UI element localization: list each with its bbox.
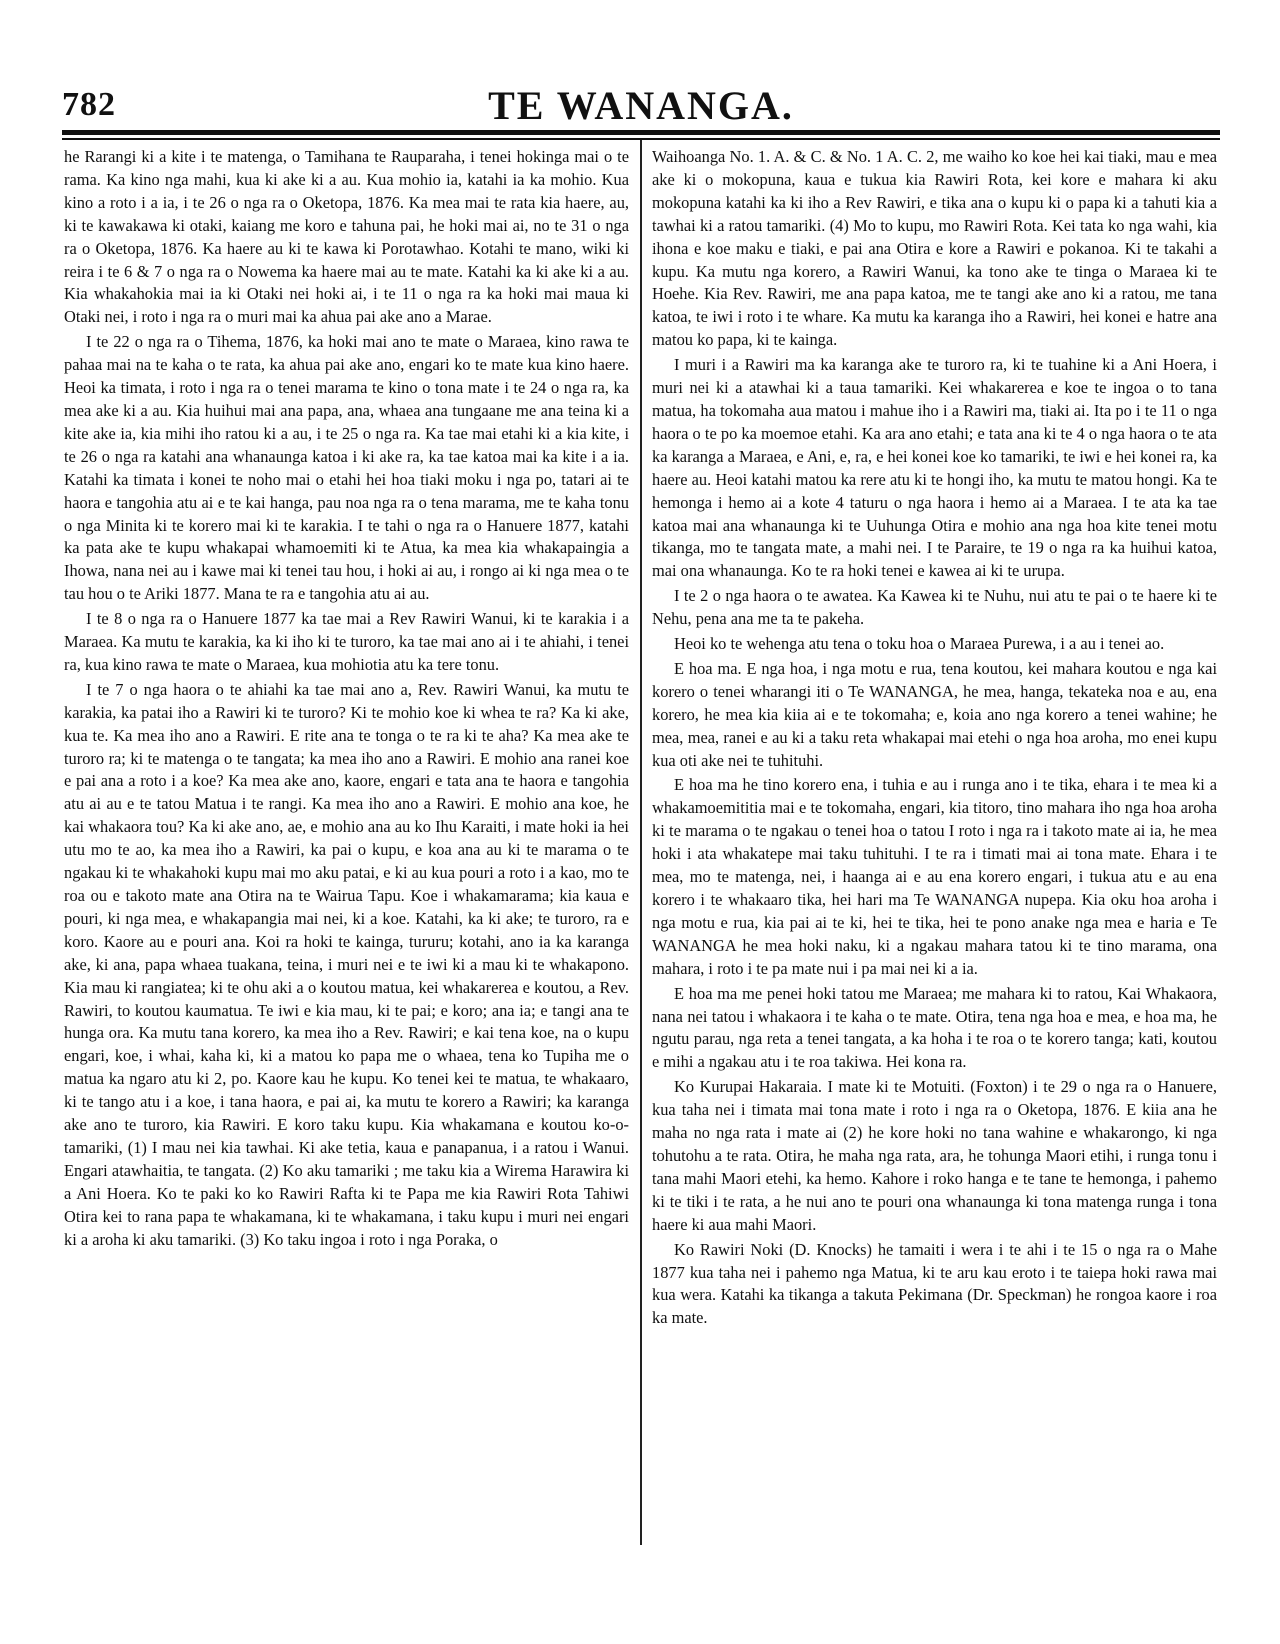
page-number: 782	[62, 86, 116, 123]
paragraph: I muri i a Rawiri ma ka karanga ake te turoro ra, ki te tuahine ki a Ani Hoera, i muri nei ki a atawhai ki a taua tamariki. Kei whakarerea e koe te ingoa o to tana matua, ha tokomaha aua matou i mahue iho i a Rawiri ma, tiaki ai. Ita po i te 11 o nga haora o te po ka moemoe etahi. Ka ara ano etahi; e tata ana ki te 4 o nga haora o te ata ka karanga a Maraea, e Ani, e, ra, e hei konei koe ko tamariki, te iwi e hei konei ra, ka haere au. Heoi katahi matou ka rere atu ki te hongi iho, ka mutu te matou hongi. Ka te hemonga i hemo ai a kote 4 taturu o nga haora i hemo ai a Maraea. I te ata ka tae katoa mai ana whanaunga ki te Uuhunga Otira e mohio ana nga hoa kite tenei motu tikanga, mo te tangata mate, a mahi nei. I te Paraire, te 19 o nga ra ka huihui katoa, mai ona whanaunga. Ko te ra hoki tenei e kawea ai ki te urupa.	[652, 355, 1217, 581]
paragraph: Ko Rawiri Noki (D. Knocks) he tamaiti i wera i te ahi i te 15 o nga ra o Mahe 1877 kua taha nei i pahemo nga Matua, ki te aru kau eroto i te taiepa hoki rawa mai kua wera. Katahi ka tikanga a takuta Pekimana (Dr. Speckman) he rongoa kaore i roa ka mate.	[652, 1239, 1217, 1328]
column-divider	[640, 140, 642, 1545]
paragraph: Ko Kurupai Hakaraia. I mate ki te Motuiti. (Foxton) i te 29 o nga ra o Hanuere, kua taha nei i timata mai tona mate i roto i nga ra o Oketopa, 1876. E kiia ana he maha no nga rata i mate ai (2) he kore hoki no tana wahine e whakarongo, ki nga tohutohu a te rata. Otira, he maha nga rata, ara, he tohunga Maori etihi, i runga tonu i tana mahi Maori etehi, ka hemo. Kahore i roko hanga e te tane te hemonga, i pahemo ki te tiki i te rata, a he nui ano te pouri ona whanaunga ki tona matenga runga i tona haere ki aua mahi Maori.	[652, 1077, 1217, 1234]
left-column	[64, 146, 629, 1546]
paragraph: Heoi ko te wehenga atu tena o toku hoa o Maraea Purewa, i a au i tenei ao.	[674, 634, 1165, 654]
masthead	[62, 82, 1220, 130]
header-rule-thick	[62, 130, 1220, 135]
paragraph: E hoa ma he tino korero ena, i tuhia e au i runga ano i te tika, ehara i te mea ki a whakamoemititia mai e te tokomaha, engari, kia titoro, tino mahara iho nga hoa aroha ki te marama o te ngakau o tenei hoa o tatou I roto i nga ra i takoto mate ai ia, he mea hoki i ata whakatepe mai taku tuhituhi. I te ra i timati mai ai tona mate. Ehara i te mea, mo te matenga, nei, i haanga ai e au ena korero engari, i tukua atu e au ena korero i te whakaaro tika, hei hari ma Te WANANGA nupepa. Kia oku hoa aroha i nga motu e rua, kia pai ai te ki, hei te tika, hei te pono anake nga mea e haria e Te WANANGA he mea hoki naku, ki a ngakau mahara tatou ki te tino marama, ona mahara, i roto i te pa mate nui i pa mai nei ki a ia.	[652, 775, 1217, 978]
paragraph: I te 7 o nga haora o te ahiahi ka tae mai ano a, Rev. Rawiri Wanui, ka mutu te karakia, ka patai iho a Rawiri ki te turoro? Ki te mohio koe ki whea te ra? Ka ki ake, kua te. Ka mea iho ano a Rawiri. E rite ana te tonga o te ra ki te aha? Ka mea ake te turoro ra; ki te matenga o te tangata; ka mea iho ano a Rawiri. E mohio ana ranei koe e pai ana a roto i a koe? Ka mea ake ano, kaore, engari e tata ana te haora e tangohia atu ai au e te tatou Matua i te rangi. Ka mea iho ano a Rawiri. E mohio ana koe, he kai whakaora tou? Ka ki ake ano, ae, e mohio ana au ko Ihu Karaiti, i mate hoki ia hei utu mo te ao, ka mea iho a Rawiri, ka pai o kupu, e koa ana au ki te marama o te ngakau ki te whakahoki kupu mai mo aku patai, e ki au kua pouri a roto i a kao, mo te roa ou e takoto mate ana Otira na te Wairua Tapu. Koe i whakamarama; kia kaua e pouri, ki nga mea, e whakapangia mai nei, ki a koe. Katahi, ka ki ake; te turoro, ra e koro. Kaore au e pouri ana. Koi ra hoki te kainga, tururu; kotahi, ano ia ka karanga ake, ki ana, papa whaea tuakana, teina, i muri nei e te iwi ki a mau ki te whakapono. Kia mau ki rangiatea; ki te ohu aki a o koutou matua, kei whakarerea e koutou, a Rev. Rawiri, to koutou kaumatua. Te iwi e kia mau, ki te pai; e koro; ana ia; e tangi ana te hunga ora. Ka mutu tana korero, ka mea iho a Rev. Rawiri; e kai tena koe, na o kupu engari, koe, i whai, kaha ki, ki a matou ko papa me o whaea, tena ko Tupiha me o matua ka ngaro atu ki 2, po. Kaore kau he kupu. Ko tenei kei te matua, te whakaaro, ki te tango atu i a koe, i tana haora, e pai ai, ka mutu te korero a Rawiri; ka karanga ake ano te turoro, kia Rawiri. E koro taku kupu. Kia whakamana e koutou ko-o-tamariki, (1) I mau nei kia tawhai. Ki ake tetia, kaua e panapanua, i a ratou i Wanui. Engari atawhaitia, te tangata. (2) Ko aku tamariki ; me taku kia a Wirema Harawira ki a Ani Hoera. Ko te paki ko ko Rawiri Rafta ki te Papa me kia Rawiri Rota Tahiwi Otira kei to rana papa te whakamana, ki te whakamana, i taku kupu i muri nei engari ki a aroha ki aku tamariki. (3) Ko taku ingoa i roto i nga Poraka, o	[64, 679, 629, 1249]
paragraph: I te 22 o nga ra o Tihema, 1876, ka hoki mai ano te mate o Maraea, kino rawa te pahaa mai na te kaha o te rata, ka ahua pai ake ano, engari ko te mate kua kino haere. Heoi ka timata, i roto i nga ra o tenei marama te kino o tona mate i te 24 o nga ra, ka mea ake ki a au. Kia huihui mai ana papa, ana, whaea ana tungaane me ana teina ki a kite ake ia, kia mihi iho ratou ki a au, i te 25 o nga ra. Ka tae mai etahi ki a kia kite, i te 26 o nga ra katahi ana whanaunga katoa i ki ake ra, ka tae katoa mai ka kite i a ia. Katahi ka timata i konei te noho mai o etahi hei hoa tiaki moku i nga po, tatari ai te haora e tangohia atu ai e te kai hanga, pau noa nga ra o tena marama, me te kaha tonu o nga Minita ki te korero mai ki te karakia. I te tahi o nga ra o Hanuere 1877, katahi ka pata ake te kupu whakapai whamoemiti ki te Atua, ka mea kia whakapaingia a Ihowa, nana nei au i kawe mai ki tenei tau hou, i hoki ai au, i rongo ai ki nga mea o te tau hou o te Ariki 1877. Mana te ra e tangohia atu ai au.	[64, 332, 629, 604]
right-column	[652, 146, 1217, 1546]
paragraph: Waihoanga No. 1. A. & C. & No. 1 A. C. 2, me waiho ko koe hei kai tiaki, mau e mea ake ki o mokopuna, kaua e tukua kia Rawiri Rota, kei kore e mahara ki aku mokopuna katahi ka ki iho a Rev Rawiri, e tika ana o kupu ki o papa ki a tahuti kia a tawhai ki a ratou tamariki. (4) Mo to kupu, mo Rawiri Rota. Kei tata ko nga wahi, kia ihona e koe maku e tiaki, e pai ana Otira e kore a Rawiri e pokanoa. Ki te takahi a kupu. Ka mutu nga korero, a Rawiri Wanui, ka tono ake te tinga o Maraea ki te Hoehe. Kia Rev. Rawiri, me ana papa katoa, me te tangi ake ano ki a ratou, me tana katoa, te iwi i roto i te whare. Ka mutu ka karanga iho a Rawiri, hei konei e hatre ana matou ko papa, ki te kainga.	[652, 147, 1217, 350]
paragraph: he Rarangi ki a kite i te matenga, o Tamihana te Rauparaha, i tenei hokinga mai o te rama. Ka kino nga mahi, kua ki ake ki a au. Kua mohio ia, katahi ia ka mohio. Kua kino a roto i a ia, i te 26 o nga ra o Oketopa, 1876. Ka mea mai te rata kia haere, au, ki te kawakawa ki otaki, kaiang me koro e tahuna pai, he hoki mai ai, no te 31 o nga ra o Oketopa, 1876. Ka haere au ki te kawa ki Porotawhao. Kotahi te mano, wiki ki reira i te 6 & 7 o nga ra o Nowema ka haere mai au te mate. Katahi ka ki ake ki a au. Kia whakahokia mai ia ki Otaki nei hoki ai, i te 11 o nga ra ka hoki mai maua ki Otaki nei, i roto i nga ra o muri mai ka ahua pai ake ano a Marae.	[64, 147, 629, 327]
paragraph: I te 8 o nga ra o Hanuere 1877 ka tae mai a Rev Rawiri Wanui, ki te karakia i a Maraea. Ka mutu te karakia, ka ki iho ki te turoro, ka tae mai ano ai i te ahiahi, i tenei ra, kua kino rawa te mate o Maraea, kua mohiotia atu ka tere tonu.	[64, 609, 629, 674]
paragraph: E hoa ma. E nga hoa, i nga motu e rua, tena koutou, kei mahara koutou e nga kai korero o tenei wharangi iti o Te WANANGA, he mea, hanga, tekateka noa e au, ena korero, he mea kia kiia ai e te tokomaha; e, koia ano nga korero a tenei wahine; he mea, mea, ranei e au ki a taku reta whakapai mai etehi o nga hoa aroha, mo enei kupu kua oti ake nei te tuhituhi.	[652, 658, 1217, 770]
newspaper-title: TE WANANGA.	[488, 83, 794, 128]
paragraph: I te 2 o nga haora o te awatea. Ka Kawea ki te Nuhu, nui atu te pai o te haere ki te Nehu, pena ana me ta te pakeha.	[652, 586, 1217, 629]
paragraph: E hoa ma me penei hoki tatou me Maraea; me mahara ki to ratou, Kai Whakaora, nana nei tatou i whakaora i te kaha o te mate. Otira, tena nga hoa e mea, e hoa ma, he ngutu parau, nga reta a tenei tangata, a ka hoha i te roa o te korero tanga; kati, koutou e mihi a ngakau atu i te roa takiwa. Hei kona ra.	[652, 983, 1217, 1072]
